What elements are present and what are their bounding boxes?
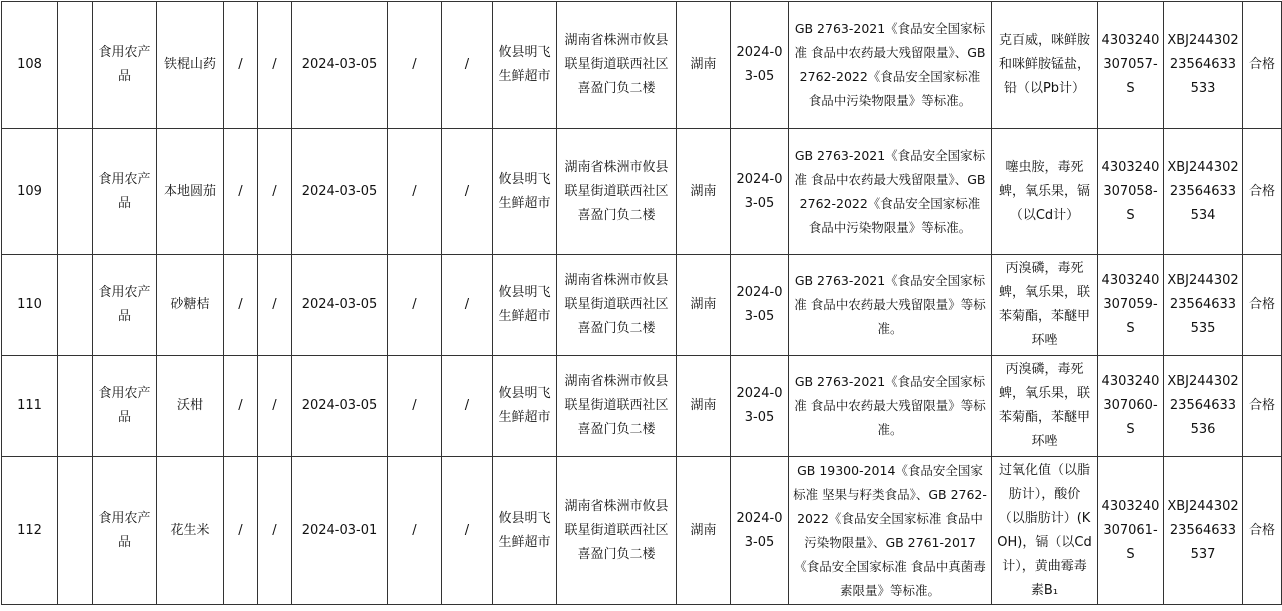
manufacturer-cell: / — [388, 255, 442, 356]
province-cell: 湖南 — [677, 129, 731, 255]
result-cell: 合格 — [1243, 129, 1282, 255]
production-date-cell: 2024-03-05 — [292, 2, 388, 129]
sampled-unit-address-cell: 湖南省株洲市攸县联星街道联西社区喜盈门负二楼 — [557, 255, 677, 356]
production-date-cell: 2024-03-01 — [292, 457, 388, 605]
sample-number-cell: XBJ24430223564633535 — [1164, 255, 1243, 356]
report-number-cell: 4303240307058-S — [1098, 129, 1164, 255]
standard-cell: GB 2763-2021《食品安全国家标准 食品中农药最大残留限量》等标准。 — [789, 356, 992, 457]
sampling-date-cell: 2024-03-05 — [731, 457, 789, 605]
production-date-cell: 2024-03-05 — [292, 129, 388, 255]
report-number-cell: 4303240307059-S — [1098, 255, 1164, 356]
manufacturer-cell: / — [388, 457, 442, 605]
seq-cell: 112 — [2, 457, 58, 605]
sampled-unit-cell: 攸县明飞生鲜超市 — [493, 129, 557, 255]
blank-cell — [58, 457, 93, 605]
spec-cell: / — [224, 2, 258, 129]
test-items-cell: 噻虫胺，毒死蜱，氧乐果，镉（以Cd计） — [992, 129, 1098, 255]
seq-cell: 111 — [2, 356, 58, 457]
sampling-date-cell: 2024-03-05 — [731, 129, 789, 255]
sample-number-cell: XBJ24430223564633533 — [1164, 2, 1243, 129]
category-cell: 食用农产品 — [93, 356, 157, 457]
sampled-unit-cell: 攸县明飞生鲜超市 — [493, 255, 557, 356]
province-cell: 湖南 — [677, 255, 731, 356]
standard-cell: GB 2763-2021《食品安全国家标准 食品中农药最大残留限量》、GB 2762-2022《食品安全国家标准 食品中污染物限量》等标准。 — [789, 129, 992, 255]
production-date-cell: 2024-03-05 — [292, 255, 388, 356]
trademark-cell: / — [258, 2, 292, 129]
sampling-date-cell: 2024-03-05 — [731, 2, 789, 129]
inspection-results-table — [1, 1, 1282, 605]
report-number-cell: 4303240307060-S — [1098, 356, 1164, 457]
test-items-cell: 过氧化值（以脂肪计），酸价（以脂肪计）(KOH)，镉（以Cd计），黄曲霉毒素B₁ — [992, 457, 1098, 605]
sampled-unit-address-cell: 湖南省株洲市攸县联星街道联西社区喜盈门负二楼 — [557, 457, 677, 605]
sampling-date-cell: 2024-03-05 — [731, 255, 789, 356]
product-name-cell: 本地圆茄 — [157, 129, 224, 255]
category-cell: 食用农产品 — [93, 2, 157, 129]
sample-number-cell: XBJ24430223564633534 — [1164, 129, 1243, 255]
test-items-cell: 丙溴磷，毒死蜱，氧乐果，联苯菊酯，苯醚甲环唑 — [992, 255, 1098, 356]
blank-cell — [58, 255, 93, 356]
standard-cell: GB 2763-2021《食品安全国家标准 食品中农药最大残留限量》等标准。 — [789, 255, 992, 356]
table-row — [2, 2, 1282, 129]
standard-cell: GB 2763-2021《食品安全国家标准 食品中农药最大残留限量》、GB 2762-2022《食品安全国家标准 食品中污染物限量》等标准。 — [789, 2, 992, 129]
product-name-cell: 花生米 — [157, 457, 224, 605]
report-number-cell: 4303240307061-S — [1098, 457, 1164, 605]
production-date-cell: 2024-03-05 — [292, 356, 388, 457]
category-cell: 食用农产品 — [93, 457, 157, 605]
result-cell: 合格 — [1243, 2, 1282, 129]
report-number-cell: 4303240307057-S — [1098, 2, 1164, 129]
manufacturer-cell: / — [388, 129, 442, 255]
manufacturer-address-cell: / — [442, 356, 493, 457]
test-items-cell: 克百威，咪鲜胺和咪鲜胺锰盐，铅（以Pb计） — [992, 2, 1098, 129]
sampled-unit-address-cell: 湖南省株洲市攸县联星街道联西社区喜盈门负二楼 — [557, 2, 677, 129]
blank-cell — [58, 129, 93, 255]
product-name-cell: 铁棍山药 — [157, 2, 224, 129]
sampled-unit-cell: 攸县明飞生鲜超市 — [493, 2, 557, 129]
seq-cell: 110 — [2, 255, 58, 356]
manufacturer-cell: / — [388, 2, 442, 129]
trademark-cell: / — [258, 457, 292, 605]
sample-number-cell: XBJ24430223564633537 — [1164, 457, 1243, 605]
manufacturer-cell: / — [388, 356, 442, 457]
table-row — [2, 356, 1282, 457]
province-cell: 湖南 — [677, 457, 731, 605]
result-cell: 合格 — [1243, 457, 1282, 605]
result-cell: 合格 — [1243, 356, 1282, 457]
seq-cell: 109 — [2, 129, 58, 255]
spec-cell: / — [224, 255, 258, 356]
spec-cell: / — [224, 457, 258, 605]
trademark-cell: / — [258, 255, 292, 356]
manufacturer-address-cell: / — [442, 129, 493, 255]
manufacturer-address-cell: / — [442, 457, 493, 605]
table-row — [2, 129, 1282, 255]
sampled-unit-cell: 攸县明飞生鲜超市 — [493, 457, 557, 605]
trademark-cell: / — [258, 356, 292, 457]
blank-cell — [58, 2, 93, 129]
category-cell: 食用农产品 — [93, 129, 157, 255]
table-row — [2, 457, 1282, 605]
manufacturer-address-cell: / — [442, 2, 493, 129]
result-cell: 合格 — [1243, 255, 1282, 356]
table-row — [2, 255, 1282, 356]
sampled-unit-address-cell: 湖南省株洲市攸县联星街道联西社区喜盈门负二楼 — [557, 356, 677, 457]
spec-cell: / — [224, 356, 258, 457]
standard-cell: GB 19300-2014《食品安全国家标准 坚果与籽类食品》、GB 2762-2022《食品安全国家标准 食品中污染物限量》、GB 2761-2017《食品安全国家标准 食品中真菌毒素限量》等标准。 — [789, 457, 992, 605]
sampling-date-cell: 2024-03-05 — [731, 356, 789, 457]
category-cell: 食用农产品 — [93, 255, 157, 356]
province-cell: 湖南 — [677, 356, 731, 457]
test-items-cell: 丙溴磷，毒死蜱，氧乐果，联苯菊酯，苯醚甲环唑 — [992, 356, 1098, 457]
manufacturer-address-cell: / — [442, 255, 493, 356]
spec-cell: / — [224, 129, 258, 255]
sampled-unit-address-cell: 湖南省株洲市攸县联星街道联西社区喜盈门负二楼 — [557, 129, 677, 255]
seq-cell: 108 — [2, 2, 58, 129]
product-name-cell: 沃柑 — [157, 356, 224, 457]
sample-number-cell: XBJ24430223564633536 — [1164, 356, 1243, 457]
trademark-cell: / — [258, 129, 292, 255]
sampled-unit-cell: 攸县明飞生鲜超市 — [493, 356, 557, 457]
product-name-cell: 砂糖桔 — [157, 255, 224, 356]
blank-cell — [58, 356, 93, 457]
province-cell: 湖南 — [677, 2, 731, 129]
